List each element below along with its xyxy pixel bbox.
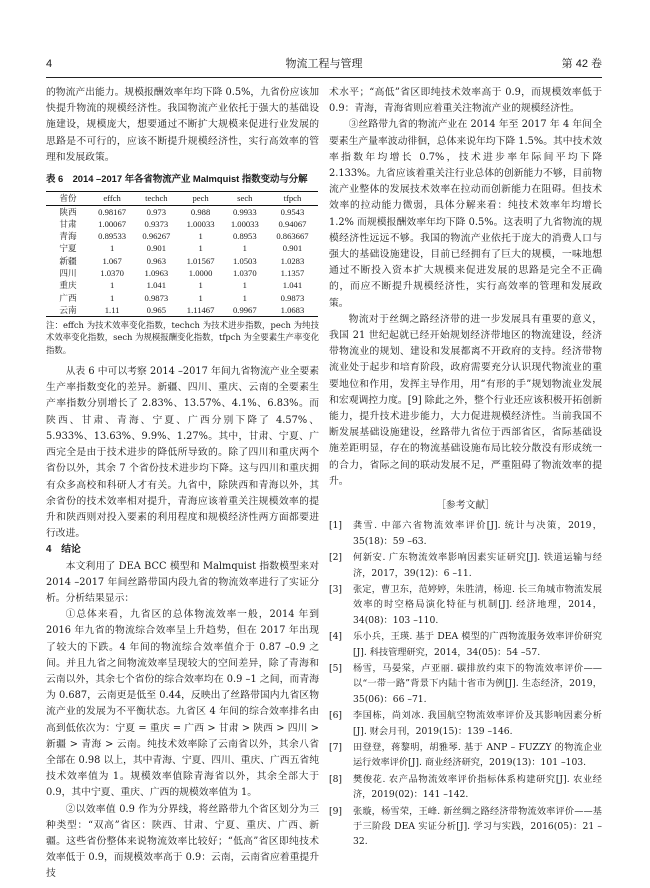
index-cell: 1 bbox=[109, 280, 115, 291]
volume-label: 第 42 卷 bbox=[561, 58, 602, 70]
table-row bbox=[46, 279, 318, 291]
index-cell: 0.9967 bbox=[223, 304, 267, 317]
reference-number: [6] bbox=[329, 710, 343, 722]
province-cell: 云南 bbox=[46, 304, 90, 317]
index-cell: 1 bbox=[198, 231, 203, 242]
index-cell: 1.0370 bbox=[233, 268, 257, 278]
reference-text: 张定，曹卫东，范婷婷，朱胜清，杨迎. 长三角城市物流发展效率的时空格局演化特征与机制[J]. 经济地理，2014，34(08)：103 –110. bbox=[353, 583, 602, 626]
paragraph: ③丝路带九省的物流产业在 2014 年至 2017 年 4 年间全要素生产量率波动徘徊，总体来说年均下降 1.5%。其中技术效率指数年均增长 0.7%，技术进步率年际间平均下降 2.133%。九省应该着重关注行业总体的创新能力不够，目前物流产业整体的发展技术效率在拉动而创新能力在阻碍。但技术效率的拉动能力微弱，具体分解来看：纯技术效率年均增长 1.2% 而规模报酬效率年均下降 0.5%。这表明了九省物流的规模经济性远远不够。我国的物流产业依托于庞大的消费人口与强大的基础设施建设，目前已经拥有了巨大的规模，一味地想通过不断投入资本扩大规模来促进发展的思路是完全不正确的，而应不断提升规模经济性，实行高效率的管理和发展政策。 bbox=[329, 119, 602, 309]
section-heading: 4 结论 bbox=[46, 544, 81, 556]
index-cell: 0.901 bbox=[282, 243, 303, 254]
reference-number: [1] bbox=[329, 520, 343, 532]
reference-text: 龚雪. 中部六省物流效率评价[J]. 统计与决策，2019，35(18)：59 –63. bbox=[353, 520, 602, 547]
province-cell: 宁夏 bbox=[59, 243, 77, 254]
table-row bbox=[46, 304, 318, 317]
province-cell: 新疆 bbox=[59, 255, 77, 266]
header-rule bbox=[46, 77, 602, 78]
table-header-cell: sech bbox=[223, 192, 267, 205]
paragraph: 术水平；“高低”省区即纯技术效率高于 0.9，而规模效率低于 0.9：青海，青海省则应着重关注物流产业的规模经济性。 bbox=[329, 87, 602, 115]
index-cell: 1 bbox=[242, 292, 247, 303]
province-cell: 甘肃 bbox=[59, 218, 77, 229]
index-cell: 1.067 bbox=[102, 255, 122, 266]
table-row bbox=[46, 218, 318, 230]
index-cell: 0.9873 bbox=[144, 292, 169, 303]
reference-number: [5] bbox=[329, 662, 343, 674]
page-number: 4 bbox=[46, 58, 53, 70]
province-cell: 广西 bbox=[59, 292, 77, 303]
reference-number: [4] bbox=[329, 631, 343, 643]
province-cell: 青海 bbox=[59, 231, 77, 242]
index-cell: 1 bbox=[242, 280, 247, 291]
reference-item bbox=[329, 661, 602, 707]
province-cell: 陕西 bbox=[59, 206, 77, 217]
reference-number: [9] bbox=[329, 805, 343, 817]
index-cell: 1.0963 bbox=[144, 268, 169, 278]
reference-item bbox=[329, 708, 602, 739]
references-list bbox=[329, 518, 602, 850]
reference-item bbox=[329, 740, 602, 771]
index-cell: 0.863667 bbox=[276, 231, 309, 242]
table-body bbox=[46, 205, 318, 317]
paragraph: 的物流产出能力。规模报酬效率年均下降 0.5%，九省份应该加快提升物流的规模经济性。我国物流产业依托于强大的基础设施建设，规模庞大，想要通过不断扩大规模来促进行业发展的思路是不可行的，应该不断提升规模经济性，实行高效率的管理和发展政策。 bbox=[46, 87, 319, 163]
index-cell: 1.0283 bbox=[280, 255, 305, 266]
index-cell: 0.98167 bbox=[98, 206, 127, 217]
paragraph: ①总体来看，九省区的总体物流效率一般，2014 年到 2016 年九省的物流综合效率呈上升趋势，但在 2017 年出现了较大的下跌。4 年间的物流综合效率值介于 0.87 –0.9 之间。并且九省之间物流效率呈现较大的空间差异，除了青海和云南以外，其余七个省份的综合效率均在 0.9 –1 之间，而青海为 0.687，云南更是低至 0.44，反映出了丝路带国内九省区物流产业的发展为不平衡状态。九省区 4 年间的综合效率排名由高到低依次为：宁夏 = 重庆 = 广西 > 甘肃 > 陕西 > 四川 > 新疆 > 青海 > 云南。纯技术效率除了云南省以外，其余八省全部在 0.98 以上，其中青海、宁夏、四川、重庆、广西五省纯技术效率值为 1。规模效率值除青海省以外，其余全部大于 0.9，其中宁夏、重庆、广西的规模效率值为 1。 bbox=[46, 609, 319, 799]
table-row bbox=[46, 255, 318, 267]
table-header-cell: tfpch bbox=[267, 192, 318, 205]
table-note: 注：effch 为技术效率变化指数，techch 为技术进步指数，pech 为纯技术效率变化指数，sech 为规模报酬变化指数，tfpch 为全要素生产率变化指数。 bbox=[46, 320, 319, 355]
references-heading: ［参考文献］ bbox=[436, 500, 495, 512]
index-cell: 1.00033 bbox=[230, 218, 259, 229]
index-cell: 0.89533 bbox=[98, 231, 127, 242]
reference-number: [2] bbox=[329, 552, 343, 564]
reference-number: [3] bbox=[329, 583, 343, 595]
reference-text: 杨雪，马晏棠，卢亚丽. 碳排放约束下的物流效率评价——以“一带一路”背景下内陆十省市为例[J]. 生态经济，2019，35(06)：66 –71. bbox=[353, 662, 602, 705]
reference-item bbox=[329, 804, 602, 850]
index-cell: 0.973 bbox=[146, 206, 167, 217]
index-cell: 0.96267 bbox=[142, 231, 171, 242]
index-cell: 1 bbox=[198, 292, 203, 303]
reference-number: [8] bbox=[329, 773, 343, 785]
index-cell: 0.9543 bbox=[280, 206, 305, 217]
index-cell: 1.11467 bbox=[178, 304, 222, 317]
table-row bbox=[46, 292, 318, 304]
index-cell: 1.0503 bbox=[233, 255, 257, 266]
page-header bbox=[46, 56, 602, 74]
malmquist-table bbox=[46, 191, 318, 317]
index-cell: 0.901 bbox=[146, 243, 167, 254]
reference-text: 何新安. 广东物流效率影响因素实证研究[J]. 铁道运输与经济，2017，39(12)：6 –11. bbox=[353, 552, 602, 579]
index-cell: 1.0000 bbox=[188, 268, 213, 278]
right-column bbox=[329, 85, 602, 851]
index-cell: 1 bbox=[198, 280, 203, 291]
reference-item bbox=[329, 582, 602, 628]
reference-item bbox=[329, 629, 602, 660]
table-header-cell: techch bbox=[134, 192, 178, 205]
table-row bbox=[46, 230, 318, 242]
index-cell: 1 bbox=[198, 243, 203, 254]
table-header-row bbox=[46, 192, 318, 205]
table-row bbox=[46, 242, 318, 254]
reference-text: 田登登，蒋黎明，胡雅琴. 基于 ANP – FUZZY 的物流企业运行效率评价[J]. 商业经济研究，2019(13)：101 –103. bbox=[353, 741, 602, 769]
index-cell: 0.988 bbox=[190, 206, 211, 217]
paragraph: 物流对于丝绸之路经济带的进一步发展具有重要的意义，我国 21 世纪起就已经开始规划经济带地区的物流建设，经济带物流业的规划、建设和发展都离不开政府的支持。经济带物流业处于起步和培育阶段，政府需要充分认识现代物流业的重要地位和作用，发挥主导作用，用“有形的手”规划物流业发展和宏观调控力度。[9] 除此之外，整个行业还应该积极开拓创新能力，提升技术进步能力，大力促进规模经济性。当前我国不断发展基础设施建设，丝路带九省位于西部省区，省际基础设施差距明显，存在的物流基础设施布局比较分散没有形成统一的合力，省际之间的联动发展不足，严重阻碍了物流效率的提升。 bbox=[329, 313, 602, 487]
province-cell: 重庆 bbox=[59, 280, 77, 291]
reference-text: 乐小兵，王瑛. 基于 DEA 模型的广西物流服务效率评价研究[J]. 科技管理研究，2014，34(05)：54 –57. bbox=[353, 631, 602, 658]
reference-number: [7] bbox=[329, 741, 343, 753]
index-cell: 1.041 bbox=[282, 280, 303, 291]
table-row bbox=[46, 205, 318, 218]
reference-item bbox=[329, 550, 602, 581]
index-cell: 0.963 bbox=[146, 255, 167, 266]
index-cell: 1.1357 bbox=[280, 268, 305, 278]
index-cell: 1 bbox=[109, 243, 115, 254]
index-cell: 1 bbox=[109, 292, 115, 303]
paragraph: ②以效率值 0.9 作为分界线，将丝路带九个省区划分为三种类型：“双高”省区：陕西、甘肃、宁夏、重庆、广西、新疆。这些省份整体来说物流效率比较好；“低高”省区即纯技术效率低于 0.9，而规模效率高于 0.9：云南，云南省应着重提升技 bbox=[46, 803, 319, 880]
index-cell: 1.0683 bbox=[267, 304, 318, 317]
left-column bbox=[46, 85, 319, 883]
index-cell: 0.9873 bbox=[280, 292, 305, 303]
paragraph: 从表 6 中可以考察 2014 –2017 年间九省物流产业全要素生产率指数变化的差异。新疆、四川、重庆、云南的全要素生产率指数分别增长了 2.83%、13.57%、4.1%、6.83%。而陕西、甘肃、青海、宁夏、广西分别下降了 4.57%、5.933%、13.63%、9.9%、1.27%。其中，甘肃、宁夏、广西完全是由于技术进步的降低所导致的。除了四川和重庆两个省份以外，其余 7 个省份技术进步均下降。这与四川和重庆拥有众多高校和科研人才有关。九省中，除陕西和青海以外，其余省份的技术效率相对提升，青海应该着重关注规模效率的提升和陕西则对投入要素的利用程度和规模经济性两方面都要进行改进。 bbox=[46, 366, 319, 540]
index-cell: 0.9373 bbox=[144, 218, 169, 229]
reference-item bbox=[329, 518, 602, 549]
paragraph: 本文利用了 DEA BCC 模型和 Malmquist 指数模型来对 2014 –2017 年间丝路带国内段九省的物流效率进行了实证分析。分析结果显示： bbox=[46, 560, 319, 604]
index-cell: 1.00033 bbox=[186, 218, 215, 229]
reference-text: 樊俊花. 农产品物流效率评价指标体系构建研究[J]. 农业经济，2019(02)：141 –142. bbox=[353, 773, 602, 801]
index-cell: 0.965 bbox=[134, 304, 178, 317]
table-row bbox=[46, 267, 318, 279]
index-cell: 1 bbox=[242, 243, 247, 254]
index-cell: 1.01567 bbox=[186, 255, 215, 266]
index-cell: 1.0370 bbox=[100, 268, 124, 278]
index-cell: 1.00067 bbox=[98, 218, 127, 229]
index-cell: 0.94067 bbox=[278, 218, 307, 229]
table-header-cell: pech bbox=[178, 192, 222, 205]
table-header-cell: effch bbox=[90, 192, 134, 205]
table-caption: 表 6 2014 –2017 年各省物流产业 Malmquist 指数变动与分解 bbox=[46, 173, 308, 185]
index-cell: 0.8953 bbox=[233, 231, 257, 242]
index-cell: 1.041 bbox=[146, 280, 167, 291]
reference-text: 张璇，杨雪荣，王峰. 新丝绸之路经济带物流效率评价——基于三阶段 DEA 实证分析[J]. 学习与实践，2016(05)：21 –32. bbox=[353, 805, 602, 848]
reference-item bbox=[329, 772, 602, 803]
index-cell: 1.11 bbox=[90, 304, 134, 317]
journal-title: 物流工程与管理 bbox=[285, 58, 363, 70]
province-cell: 四川 bbox=[59, 268, 77, 278]
table-header-cell: 省份 bbox=[46, 192, 90, 205]
index-cell: 0.9933 bbox=[233, 206, 257, 217]
reference-text: 李国栋，尚刘冰. 我国航空物流效率评价及其影响因素分析[J]. 财会月刊，2019(15)：139 –146. bbox=[353, 710, 602, 737]
